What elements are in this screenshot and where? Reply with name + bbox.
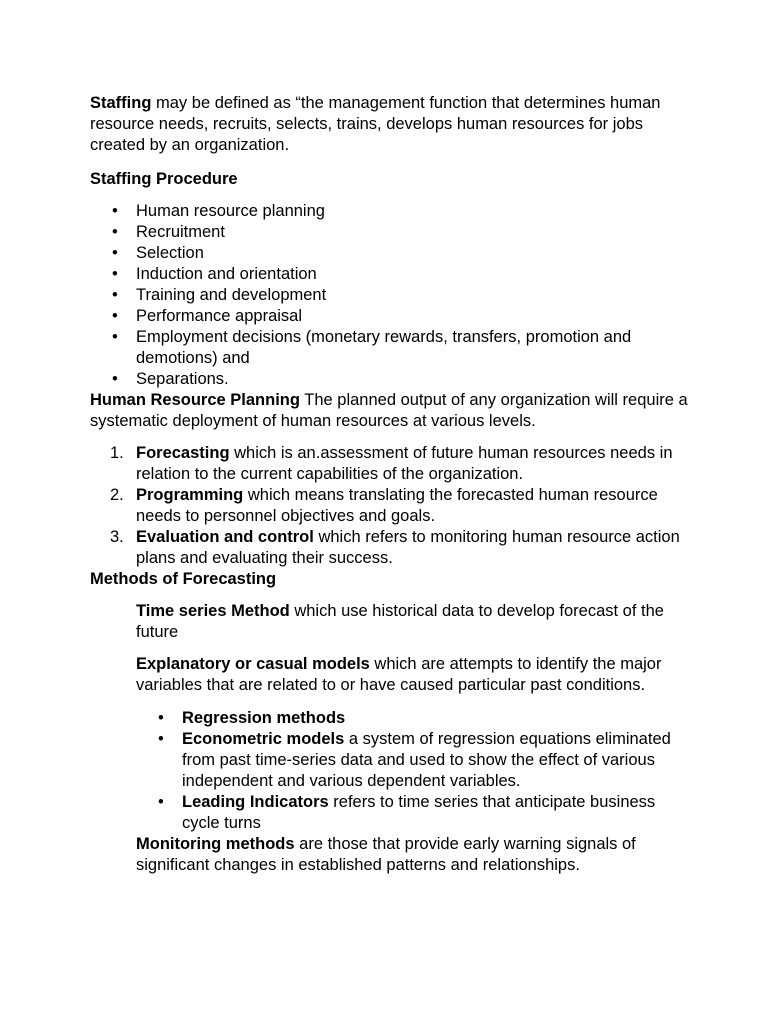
- list-item: • Human resource planning: [90, 201, 690, 222]
- list-item: • Selection: [90, 243, 690, 264]
- step-number: 3.: [110, 528, 124, 546]
- monitoring-paragraph: [90, 834, 690, 876]
- list-item: [136, 729, 690, 792]
- list-item: [90, 443, 690, 485]
- procedure-list: [90, 201, 690, 390]
- model-text: refers to time series that anticipate business cycle turns: [182, 793, 656, 832]
- explanatory-term: Explanatory or casual models: [136, 655, 370, 673]
- step-text: which is an.assessment of future human resources needs in relation to the current capabilities of the organization.: [136, 444, 673, 483]
- document-page: [90, 93, 690, 876]
- planning-steps-list: [90, 443, 690, 569]
- step-term: Evaluation and control: [136, 528, 314, 546]
- explanatory-text: which are attempts to identify the major variables that are related to or have caused particular past conditions.: [136, 655, 662, 694]
- step-term: Forecasting: [136, 444, 230, 462]
- model-text: a system of regression equations eliminated from past time-series data and used to show the effect of various independent and various dependent variables.: [182, 730, 671, 790]
- list-item: • Separations.: [90, 369, 690, 390]
- hrp-paragraph: [90, 390, 690, 432]
- intro-paragraph: [90, 93, 690, 156]
- list-item: • Induction and orientation: [90, 264, 690, 285]
- forecasting-heading: [90, 569, 690, 590]
- list-item: [90, 527, 690, 569]
- model-term: Econometric models: [182, 730, 345, 748]
- procedure-heading: [90, 169, 690, 190]
- explanatory-paragraph: [90, 654, 690, 696]
- list-item: • Recruitment: [90, 222, 690, 243]
- list-item: • Performance appraisal: [90, 306, 690, 327]
- time-series-paragraph: [90, 601, 690, 643]
- time-series-term: Time series Method: [136, 602, 290, 620]
- intro-text: may be defined as “the management function that determines human resource needs, recruits, selects, trains, develops human resources for jobs created by an organization.: [90, 94, 661, 154]
- hrp-text: The planned output of any organization will require a systematic deployment of human resources at various levels.: [90, 391, 688, 430]
- list-item: [136, 708, 690, 729]
- list-item: [136, 792, 690, 834]
- monitoring-term: Monitoring methods: [136, 835, 295, 853]
- model-term: Leading Indicators: [182, 793, 329, 811]
- step-number: 1.: [110, 444, 124, 462]
- time-series-text: which use historical data to develop forecast of the future: [136, 602, 664, 641]
- monitoring-text: are those that provide early warning signals of significant changes in established patterns and relationships.: [136, 835, 636, 874]
- model-term: Regression methods: [182, 709, 346, 727]
- list-item: [90, 485, 690, 527]
- step-text: which refers to monitoring human resource action plans and evaluating their success.: [136, 528, 680, 567]
- model-types-list: [90, 708, 690, 834]
- list-item: • Training and development: [90, 285, 690, 306]
- procedure-heading-text: Staffing Procedure: [90, 170, 238, 188]
- hrp-term: Human Resource Planning: [90, 391, 300, 409]
- step-number: 2.: [110, 486, 124, 504]
- step-text: which means translating the forecasted human resource needs to personnel objectives and goals.: [136, 486, 658, 525]
- step-term: Programming: [136, 486, 244, 504]
- intro-term: Staffing: [90, 94, 152, 112]
- forecasting-heading-text: Methods of Forecasting: [90, 570, 277, 588]
- list-item: • Employment decisions (monetary rewards, transfers, promotion and demotions) and: [90, 327, 690, 369]
